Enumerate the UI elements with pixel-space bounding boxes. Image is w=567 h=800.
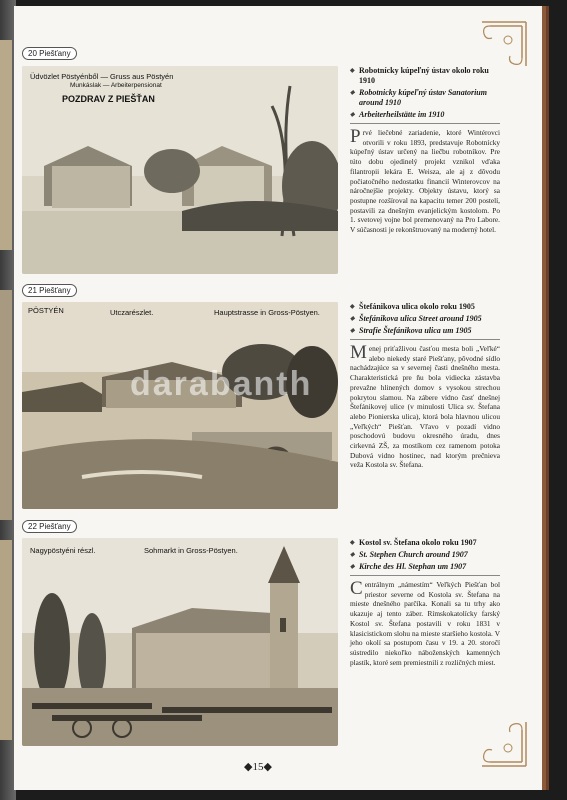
body-paragraph: rvé liečebné zariadenie, ktoré Wintérovci otvorili v roku 1893, predstavuje Robotnícky kúpeľný ústav určený na liečbu robotníkov. Pre túto dobu ojedinelý projekt vznikol vďaka filantropii lekára E. Weisza, ale aj z dôvodu počiatočného nedostatku financií Winterovcov na náročnejšie projekty. Objekty ústavu, ktorý sa postupne rozšíroval na kapacitu temer 200 postelí, postavili za dnešným evanjelickým kostolom. Po 1. svetovej vojne bol premenovaný na Pro Labore. V súčasnosti je rekonštruovaný na moderný hotel. xyxy=(350,128,500,235)
heading-german: ◆ Arbeiterheilstätte im 1910 xyxy=(350,110,500,120)
watermark: darabanth xyxy=(130,365,313,403)
postcard-photo xyxy=(22,302,338,509)
body-text xyxy=(350,580,500,667)
heading-english: ◆ St. Stephen Church around 1907 xyxy=(350,550,500,560)
heading-slovak: ◆ Kostol sv. Štefana okolo roku 1907 xyxy=(350,538,500,548)
postcard-caption: Nagypöstyéni részl. xyxy=(30,546,96,555)
drop-cap: P xyxy=(350,126,361,147)
heading-english: ◆ Štefánikova ulica Street around 1905 xyxy=(350,314,500,324)
postcard-caption: Üdvözlet Pöstyénből — Gruss aus Pöstyén xyxy=(30,72,174,81)
section-headings xyxy=(350,538,500,572)
previous-page-photo-strip xyxy=(0,540,12,740)
body-text xyxy=(350,344,500,470)
heading-german: ◆ Strafie Štefánikova ulica um 1905 xyxy=(350,326,500,336)
body-text xyxy=(350,128,500,235)
page-number-value: 15 xyxy=(252,761,264,773)
text-column xyxy=(350,302,500,470)
section-headings xyxy=(350,66,500,120)
postcard-caption: Hauptstrasse in Gross-Pöstyen. xyxy=(214,308,320,317)
postcard-caption: Sohmarkt in Gross-Pöstyen. xyxy=(144,546,238,555)
postcard-caption: POZDRAV Z PIEŠŤAN xyxy=(62,94,155,104)
divider xyxy=(350,339,500,340)
heading-german: ◆ Kirche des Hl. Stephan um 1907 xyxy=(350,562,500,572)
page-number: ◆15◆ xyxy=(244,761,272,773)
postcard-caption: PÖSTYÉN xyxy=(28,306,64,315)
heading-slovak: ◆ Štefánikova ulica okolo roku 1905 xyxy=(350,302,500,312)
divider xyxy=(350,123,500,124)
divider xyxy=(350,575,500,576)
text-column xyxy=(350,538,500,667)
postcard-photo xyxy=(22,538,338,746)
text-column xyxy=(350,66,500,235)
section-tag: 22 Piešťany xyxy=(22,520,77,533)
postcard-caption: Utczarészlet. xyxy=(110,308,154,317)
previous-page-photo-strip xyxy=(0,40,12,250)
drop-cap: M xyxy=(350,342,367,363)
previous-page-photo-strip xyxy=(0,290,12,520)
body-paragraph: enej priťažlivou časťou mesta boli „Veľké“ alebo niekedy staré Piešťany, pôvodné sídlo nachádzajúce sa v severnej časti dnešného mesta. Charakteristická pre ňu bola vidiecka zástavba prevažne hlinených domov s vysokou strechou pokrytou slamou. Na zábere vidno časť dnešnej Štefánikovej ulice (v minulosti Ulica sv. Štefana alebo Pionierska ulica), ktorá bola hlavnou ulicou „Veľkých“ Piešťan. Vľavo v pozadí vidno poschodovú budovu okresného úradu, dnes cirkevná ZŠ, za mostíkom cez ramenom potoka Dubová vidno hostinec, nad ktorým prečnieva veža Kostola sv. Štefana. xyxy=(350,344,500,470)
section-headings xyxy=(350,302,500,336)
corner-ornament-icon xyxy=(472,712,528,768)
section-tag: 20 Piešťany xyxy=(22,47,77,60)
section-tag: 21 Piešťany xyxy=(22,284,77,297)
heading-english: ◆ Robotnicky kúpeľný ústav Sanatorium around 1910 xyxy=(350,88,500,108)
drop-cap: C xyxy=(350,578,363,599)
postcard-caption: Munkáslak — Arbeiterpensionat xyxy=(70,82,162,89)
body-paragraph: entrálnym „námestím“ Veľkých Piešťan bol priestor severne od Kostola sv. Štefana na mieste dnešného parčíka. Konali sa tu trhy ako ukazuje aj tento záber. Rímskokatolícky farský Kostol sv. Štefana postavili v roku 1831 v klasicistickom slohu na mieste staršieho kostola. V jeho okolí sa postupom času v 19. a 20. storočí sústredilo niekoľko náboženských kamenných plastík, ktoré sem premiestnili z rozličných miest. xyxy=(350,580,500,667)
heading-slovak: ◆ Robotnícky kúpeľný ústav okolo roku 1910 xyxy=(350,66,500,86)
